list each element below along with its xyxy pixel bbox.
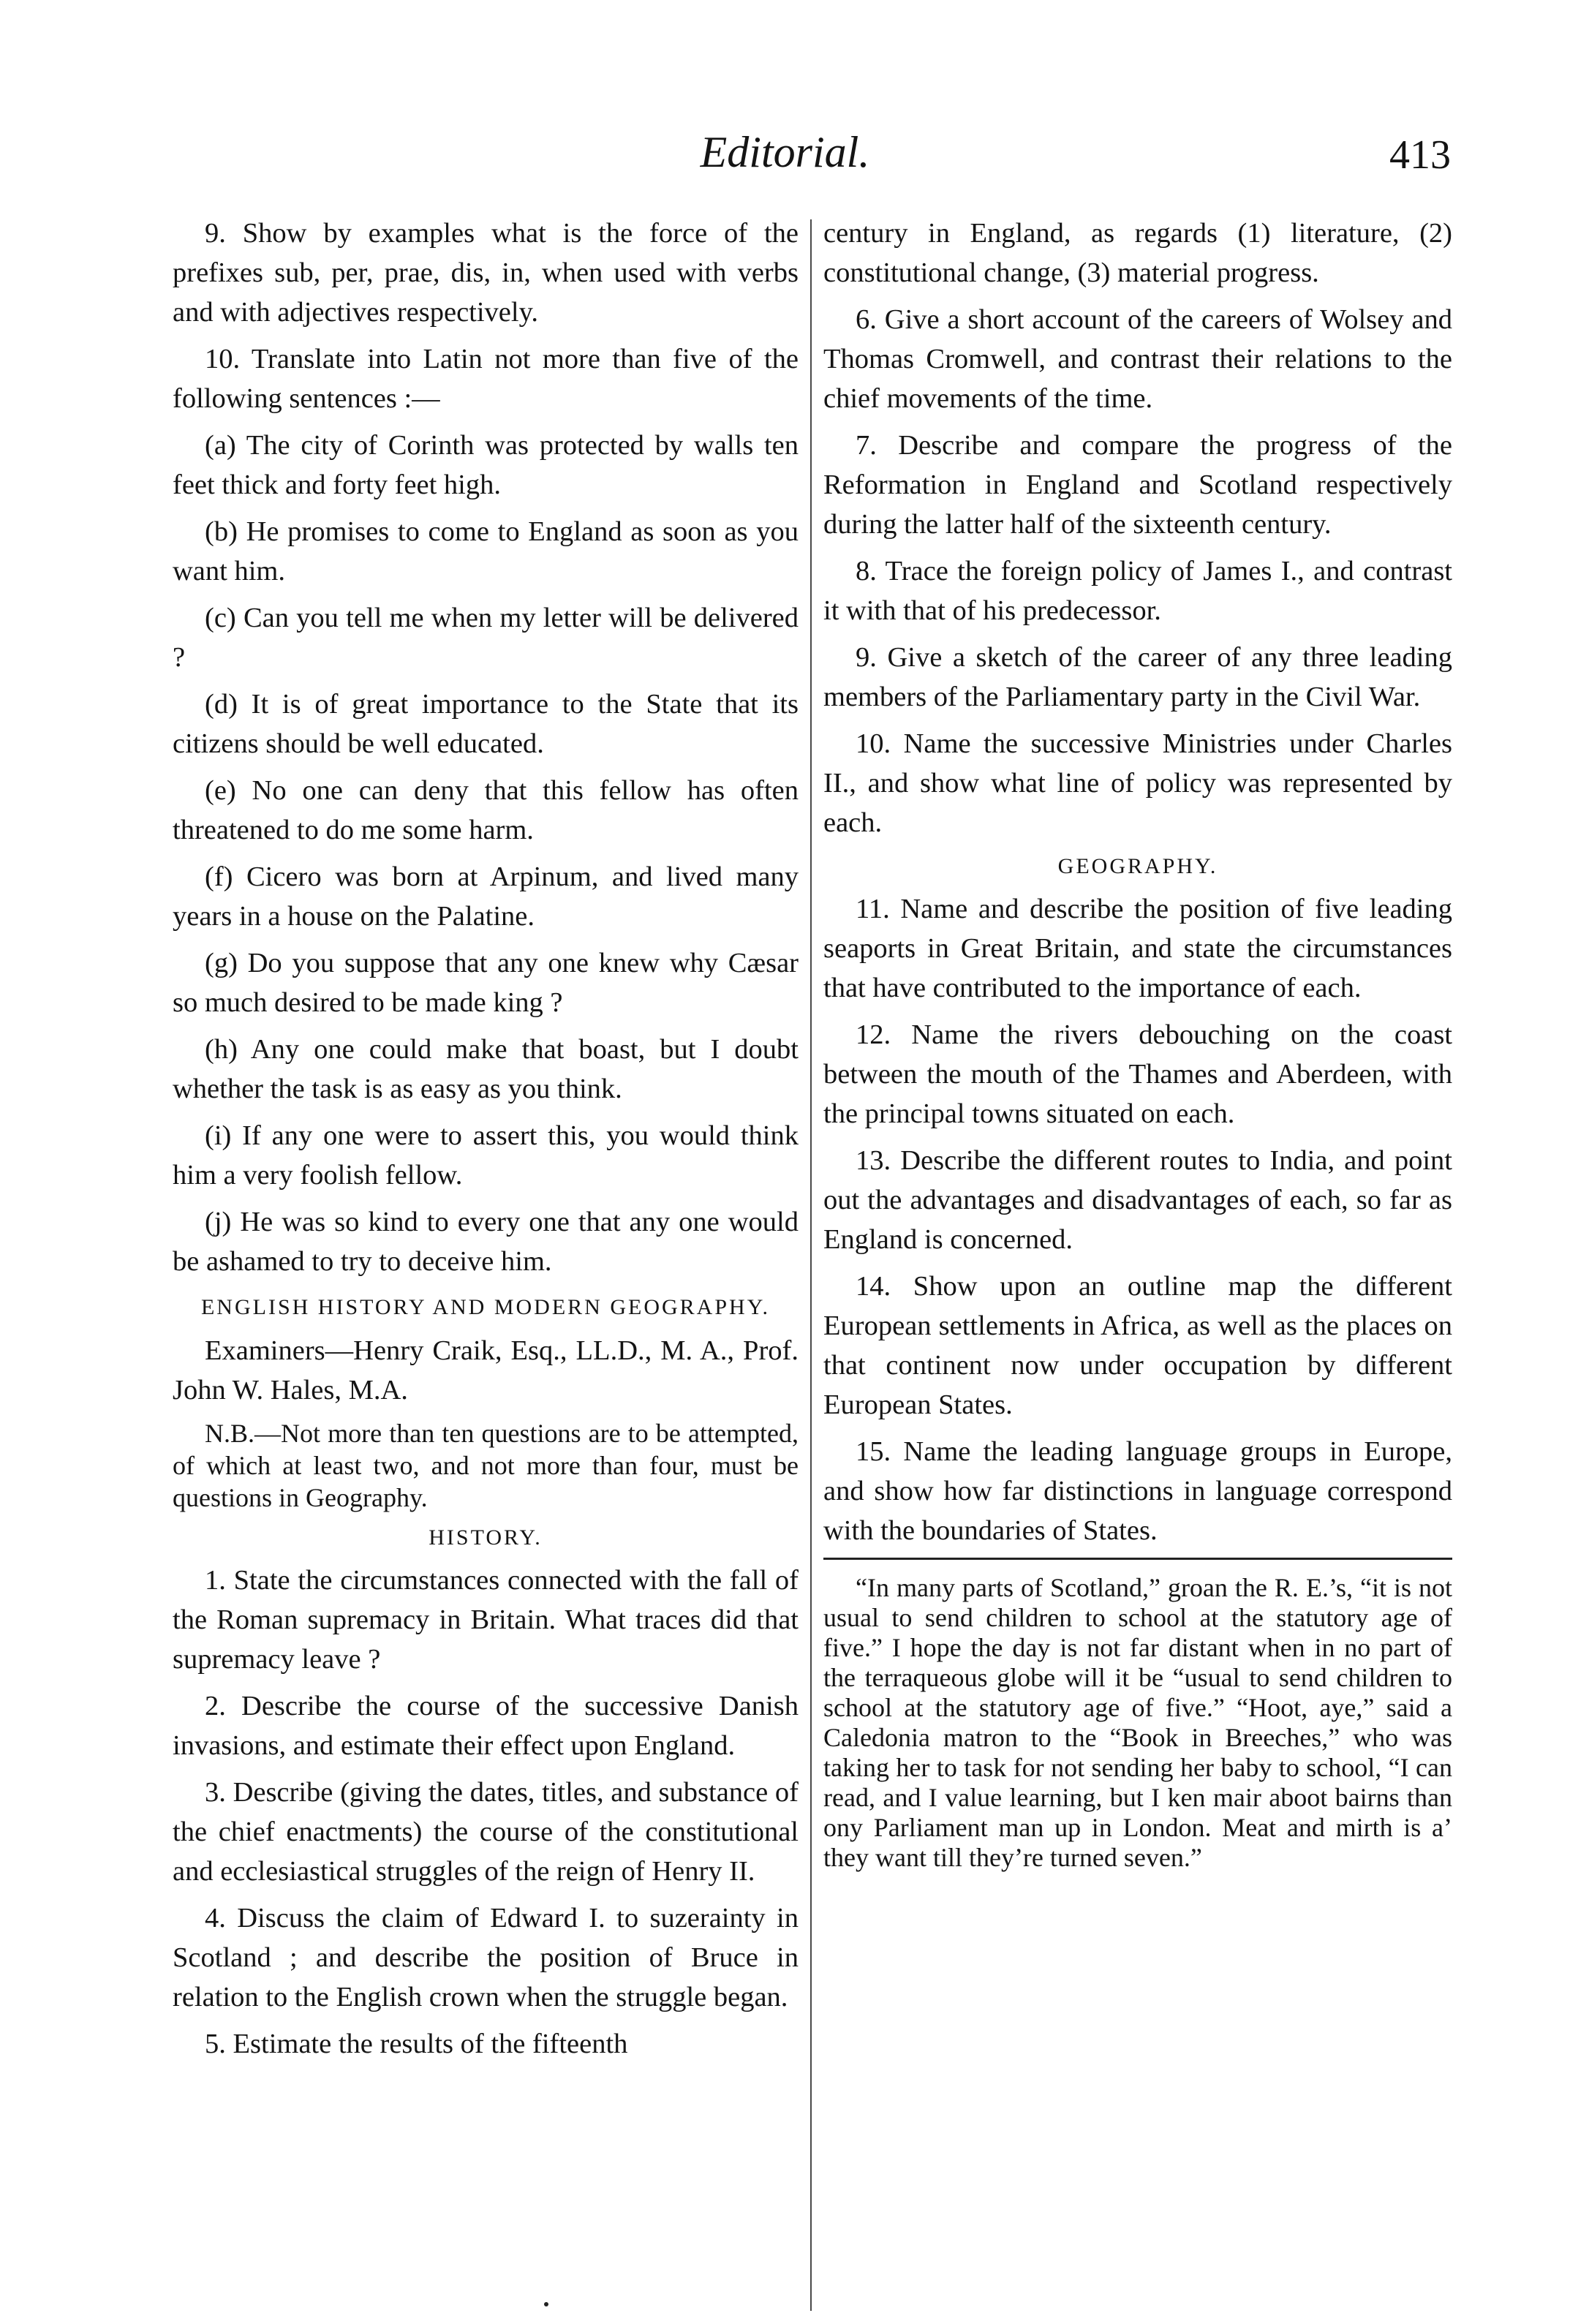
sentence-item: (c) Can you tell me when my letter will be delivered ? [173, 603, 799, 673]
sentence-item: (g) Do you suppose that any one knew why Cæsar so much desired to be made king ? [173, 948, 799, 1018]
page-number: 413 [1389, 132, 1451, 178]
sentence-item: (d) It is of great importance to the State that its citizens should be well educated. [173, 689, 799, 759]
sentence-item: (i) If any one were to assert this, you would think him a very foolish fellow. [173, 1120, 799, 1191]
geography-question: 15. Name the leading language groups in Europe, and show how far distinctions in language correspond with the boundaries of States. [823, 1436, 1452, 1546]
history-heading: HISTORY. [429, 1525, 543, 1550]
geography-question: 11. Name and describe the position of five leading seaports in Great Britain, and state the circumstances that have contributed to the importance of each. [823, 894, 1452, 1003]
history-question: 1. State the circumstances connected with the fall of the Roman supremacy in Britain. What traces did that supremacy leave ? [173, 1565, 799, 1675]
sentence-item: (j) He was so kind to every one that any one would be ashamed to try to deceive him. [173, 1207, 799, 1277]
history-question: 3. Describe (giving the dates, titles, and substance of the chief enactments) the course of the constitutional and ecclesiastical struggles of the reign of Henry II. [173, 1777, 799, 1887]
question-paragraph: 9. Show by examples what is the force of the prefixes sub, per, prae, dis, in, when used with verbs and with adjectives respectively. [173, 218, 799, 328]
history-question: 8. Trace the foreign policy of James I., and contrast it with that of his predecessor. [823, 556, 1452, 626]
history-question: century in England, as regards (1) literature, (2) constitutional change, (3) material progress. [823, 218, 1452, 288]
sentence-item: (h) Any one could make that boast, but I doubt whether the task is as easy as you think. [173, 1034, 799, 1104]
running-header: Editorial. [700, 128, 870, 176]
history-question: 9. Give a sketch of the career of any three leading members of the Parliamentary party in the Civil War. [823, 642, 1452, 712]
geography-question: 13. Describe the different routes to India, and point out the advantages and disadvantages of each, so far as England is concerned. [823, 1145, 1452, 1255]
geography-question: 14. Show upon an outline map the different European settlements in Africa, as well as the places on that continent now under occupation by different European States. [823, 1271, 1452, 1420]
section-heading: ENGLISH HISTORY AND MODERN GEOGRAPHY. [200, 1295, 770, 1319]
history-question: 2. Describe the course of the successive Danish invasions, and estimate their effect upon England. [173, 1691, 799, 1761]
printer-mark [544, 2302, 548, 2306]
sentence-item: (f) Cicero was born at Arpinum, and lived many years in a house on the Palatine. [173, 861, 799, 932]
history-question: 10. Name the successive Ministries under Charles II., and show what line of policy was represented by each. [823, 728, 1452, 838]
history-question: 5. Estimate the results of the fifteenth [205, 2029, 628, 2059]
geography-heading: GEOGRAPHY. [1057, 854, 1218, 878]
right-column [823, 214, 1452, 1880]
left-column [173, 214, 799, 2071]
examiners-line: Examiners—Henry Craik, Esq., LL.D., M. A., Prof. John W. Hales, M.A. [173, 1335, 799, 1406]
geography-question: 12. Name the rivers debouching on the coast between the mouth of the Thames and Aberdeen, with the principal towns situated on each. [823, 1019, 1452, 1129]
question-paragraph: 10. Translate into Latin not more than five of the following sentences :— [173, 344, 799, 414]
history-question: 7. Describe and compare the progress of the Reformation in England and Scotland respectively during the latter half of the sixteenth century. [823, 430, 1452, 540]
sentence-item: (e) No one can deny that this fellow has often threatened to do me some harm. [173, 775, 799, 845]
nb-note: N.B.—Not more than ten questions are to be attempted, of which at least two, and not more than four, must be questions in Geography. [173, 1419, 799, 1512]
footnote: “In many parts of Scotland,” groan the R. E.’s, “it is not usual to send children to school at the statutory age of five.” I hope the day is not far distant when in no part of the terraqueous globe will it be “usual to send children to school at the statutory age of five.” “Hoot, aye,” said a Caledonia matron to the “Book in Breeches,” who was taking her to task for not sending her baby to school, “I can read, and I value learning, but I ken mair aboot bairns than ony Parliament man up in London. Meat and mirth is a’ they want till they’re turned seven.” [823, 1573, 1452, 1872]
history-question: 6. Give a short account of the careers of Wolsey and Thomas Cromwell, and contrast their relations to the chief movements of the time. [823, 304, 1452, 414]
sentence-item: (a) The city of Corinth was protected by walls ten feet thick and forty feet high. [173, 430, 799, 500]
history-question: 4. Discuss the claim of Edward I. to suzerainty in Scotland ; and describe the position of Bruce in relation to the English crown when the struggle began. [173, 1903, 799, 2012]
sentence-item: (b) He promises to come to England as soon as you want him. [173, 516, 799, 586]
column-divider [810, 219, 812, 2311]
footnote-rule [823, 1558, 1452, 1560]
